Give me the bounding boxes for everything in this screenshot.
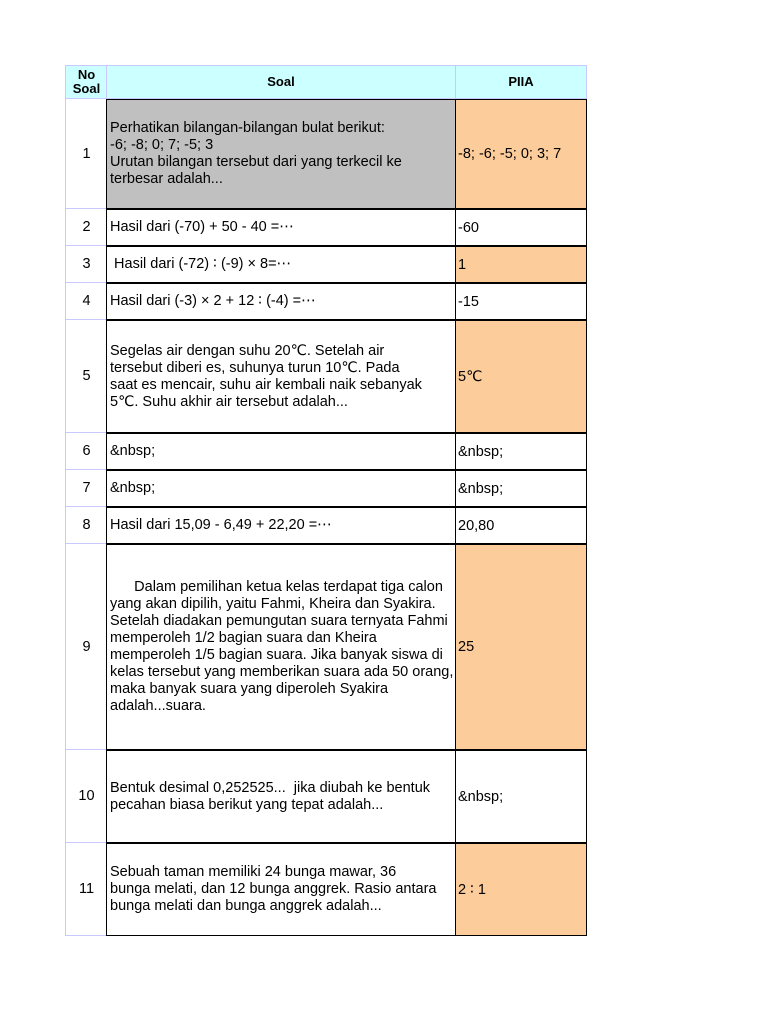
row-number: 5	[65, 320, 107, 433]
row-number: 7	[65, 470, 107, 507]
answer-text: 5℃	[458, 368, 483, 385]
question-cell[interactable]	[106, 283, 456, 320]
question-cell[interactable]	[106, 246, 456, 283]
table-row	[65, 283, 587, 320]
answer-text: 25	[458, 639, 475, 655]
answer-text: 1	[458, 256, 467, 273]
question-cell[interactable]	[106, 470, 456, 507]
question-text: Hasil dari (-72) ∶ (-9) × 8=⋯	[110, 256, 292, 272]
answer-text: -8; -6; -5; 0; 3; 7	[458, 146, 562, 162]
header-soal: Soal	[106, 65, 456, 99]
header-no-soal: No Soal	[65, 65, 107, 99]
table-row	[65, 99, 587, 209]
row-number: 4	[65, 283, 107, 320]
question-cell[interactable]	[106, 544, 456, 750]
answer-text: &nbsp;	[458, 788, 504, 805]
answer-cell[interactable]	[455, 283, 587, 320]
table-row	[65, 470, 587, 507]
question-cell[interactable]	[106, 750, 456, 843]
question-text: Dalam pemilihan ketua kelas terdapat tiga calon yang akan dipilih, yaitu Fahmi, Kheira dan Syakira. Setelah diadakan pemungutan suara ternyata Fahmi memperoleh 1/2 bagian suara dan Kheira memperoleh 1/5 bagian suara. Jika banyak siswa di kelas tersebut yang memberikan suara ada 50 orang, maka banyak suara yang diperoleh Syakira adalah...suara.	[110, 579, 454, 714]
question-text: &nbsp;	[110, 443, 156, 459]
answer-cell[interactable]	[455, 209, 587, 246]
answer-cell[interactable]	[455, 470, 587, 507]
table-row	[65, 544, 587, 750]
spreadsheet-table	[65, 65, 587, 936]
question-text: Hasil dari 15,09 - 6,49 + 22,20 =⋯	[110, 517, 332, 533]
question-cell[interactable]	[106, 99, 456, 209]
answer-cell[interactable]	[455, 320, 587, 433]
answer-text: &nbsp;	[458, 480, 504, 497]
answer-cell[interactable]	[455, 544, 587, 750]
answer-text: 2 ∶ 1	[458, 881, 486, 898]
question-text: Bentuk desimal 0,252525... jika diubah ke bentuk pecahan biasa berikut yang tepat adalah...	[110, 779, 435, 813]
answer-cell[interactable]	[455, 507, 587, 544]
row-number: 9	[65, 544, 107, 750]
question-cell[interactable]	[106, 209, 456, 246]
answer-cell[interactable]	[455, 246, 587, 283]
header-piia: PIIA	[455, 65, 587, 99]
table-row	[65, 246, 587, 283]
table-row	[65, 843, 587, 936]
row-number: 11	[65, 843, 107, 936]
row-number: 2	[65, 209, 107, 246]
table-row	[65, 320, 587, 433]
row-number: 1	[65, 99, 107, 209]
question-text: Perhatikan bilangan-bilangan bulat berikut: -6; -8; 0; 7; -5; 3 Urutan bilangan tersebut dari yang terkecil ke terbesar adalah...	[110, 120, 402, 187]
table-row	[65, 433, 587, 470]
answer-cell[interactable]	[455, 843, 587, 936]
question-text: Segelas air dengan suhu 20℃. Setelah air tersebut diberi es, suhunya turun 10℃. Pada saat es mencair, suhu air kembali naik sebanyak 5℃. Suhu akhir air tersebut adalah...	[110, 342, 422, 410]
header-row	[65, 65, 587, 99]
answer-text: -15	[458, 293, 479, 310]
question-text: Sebuah taman memiliki 24 bunga mawar, 36 bunga melati, dan 12 bunga anggrek. Rasio antara bunga melati dan bunga anggrek adalah...	[110, 864, 437, 914]
table-row	[65, 209, 587, 246]
answer-cell[interactable]	[455, 750, 587, 843]
question-text: Hasil dari (-70) + 50 - 40 =⋯	[110, 219, 294, 235]
question-text: &nbsp;	[110, 480, 156, 496]
row-number: 6	[65, 433, 107, 470]
question-text: Hasil dari (-3) × 2 + 12 ∶ (-4) =⋯	[110, 293, 316, 309]
row-number: 8	[65, 507, 107, 544]
row-number: 3	[65, 246, 107, 283]
answer-cell[interactable]	[455, 99, 587, 209]
question-cell[interactable]	[106, 843, 456, 936]
question-cell[interactable]	[106, 507, 456, 544]
row-number: 10	[65, 750, 107, 843]
question-cell[interactable]	[106, 320, 456, 433]
answer-text: -60	[458, 219, 479, 236]
table-row	[65, 507, 587, 544]
question-cell[interactable]	[106, 433, 456, 470]
answer-text: &nbsp;	[458, 443, 504, 460]
answer-cell[interactable]	[455, 433, 587, 470]
answer-text: 20,80	[458, 517, 495, 534]
table-row	[65, 750, 587, 843]
